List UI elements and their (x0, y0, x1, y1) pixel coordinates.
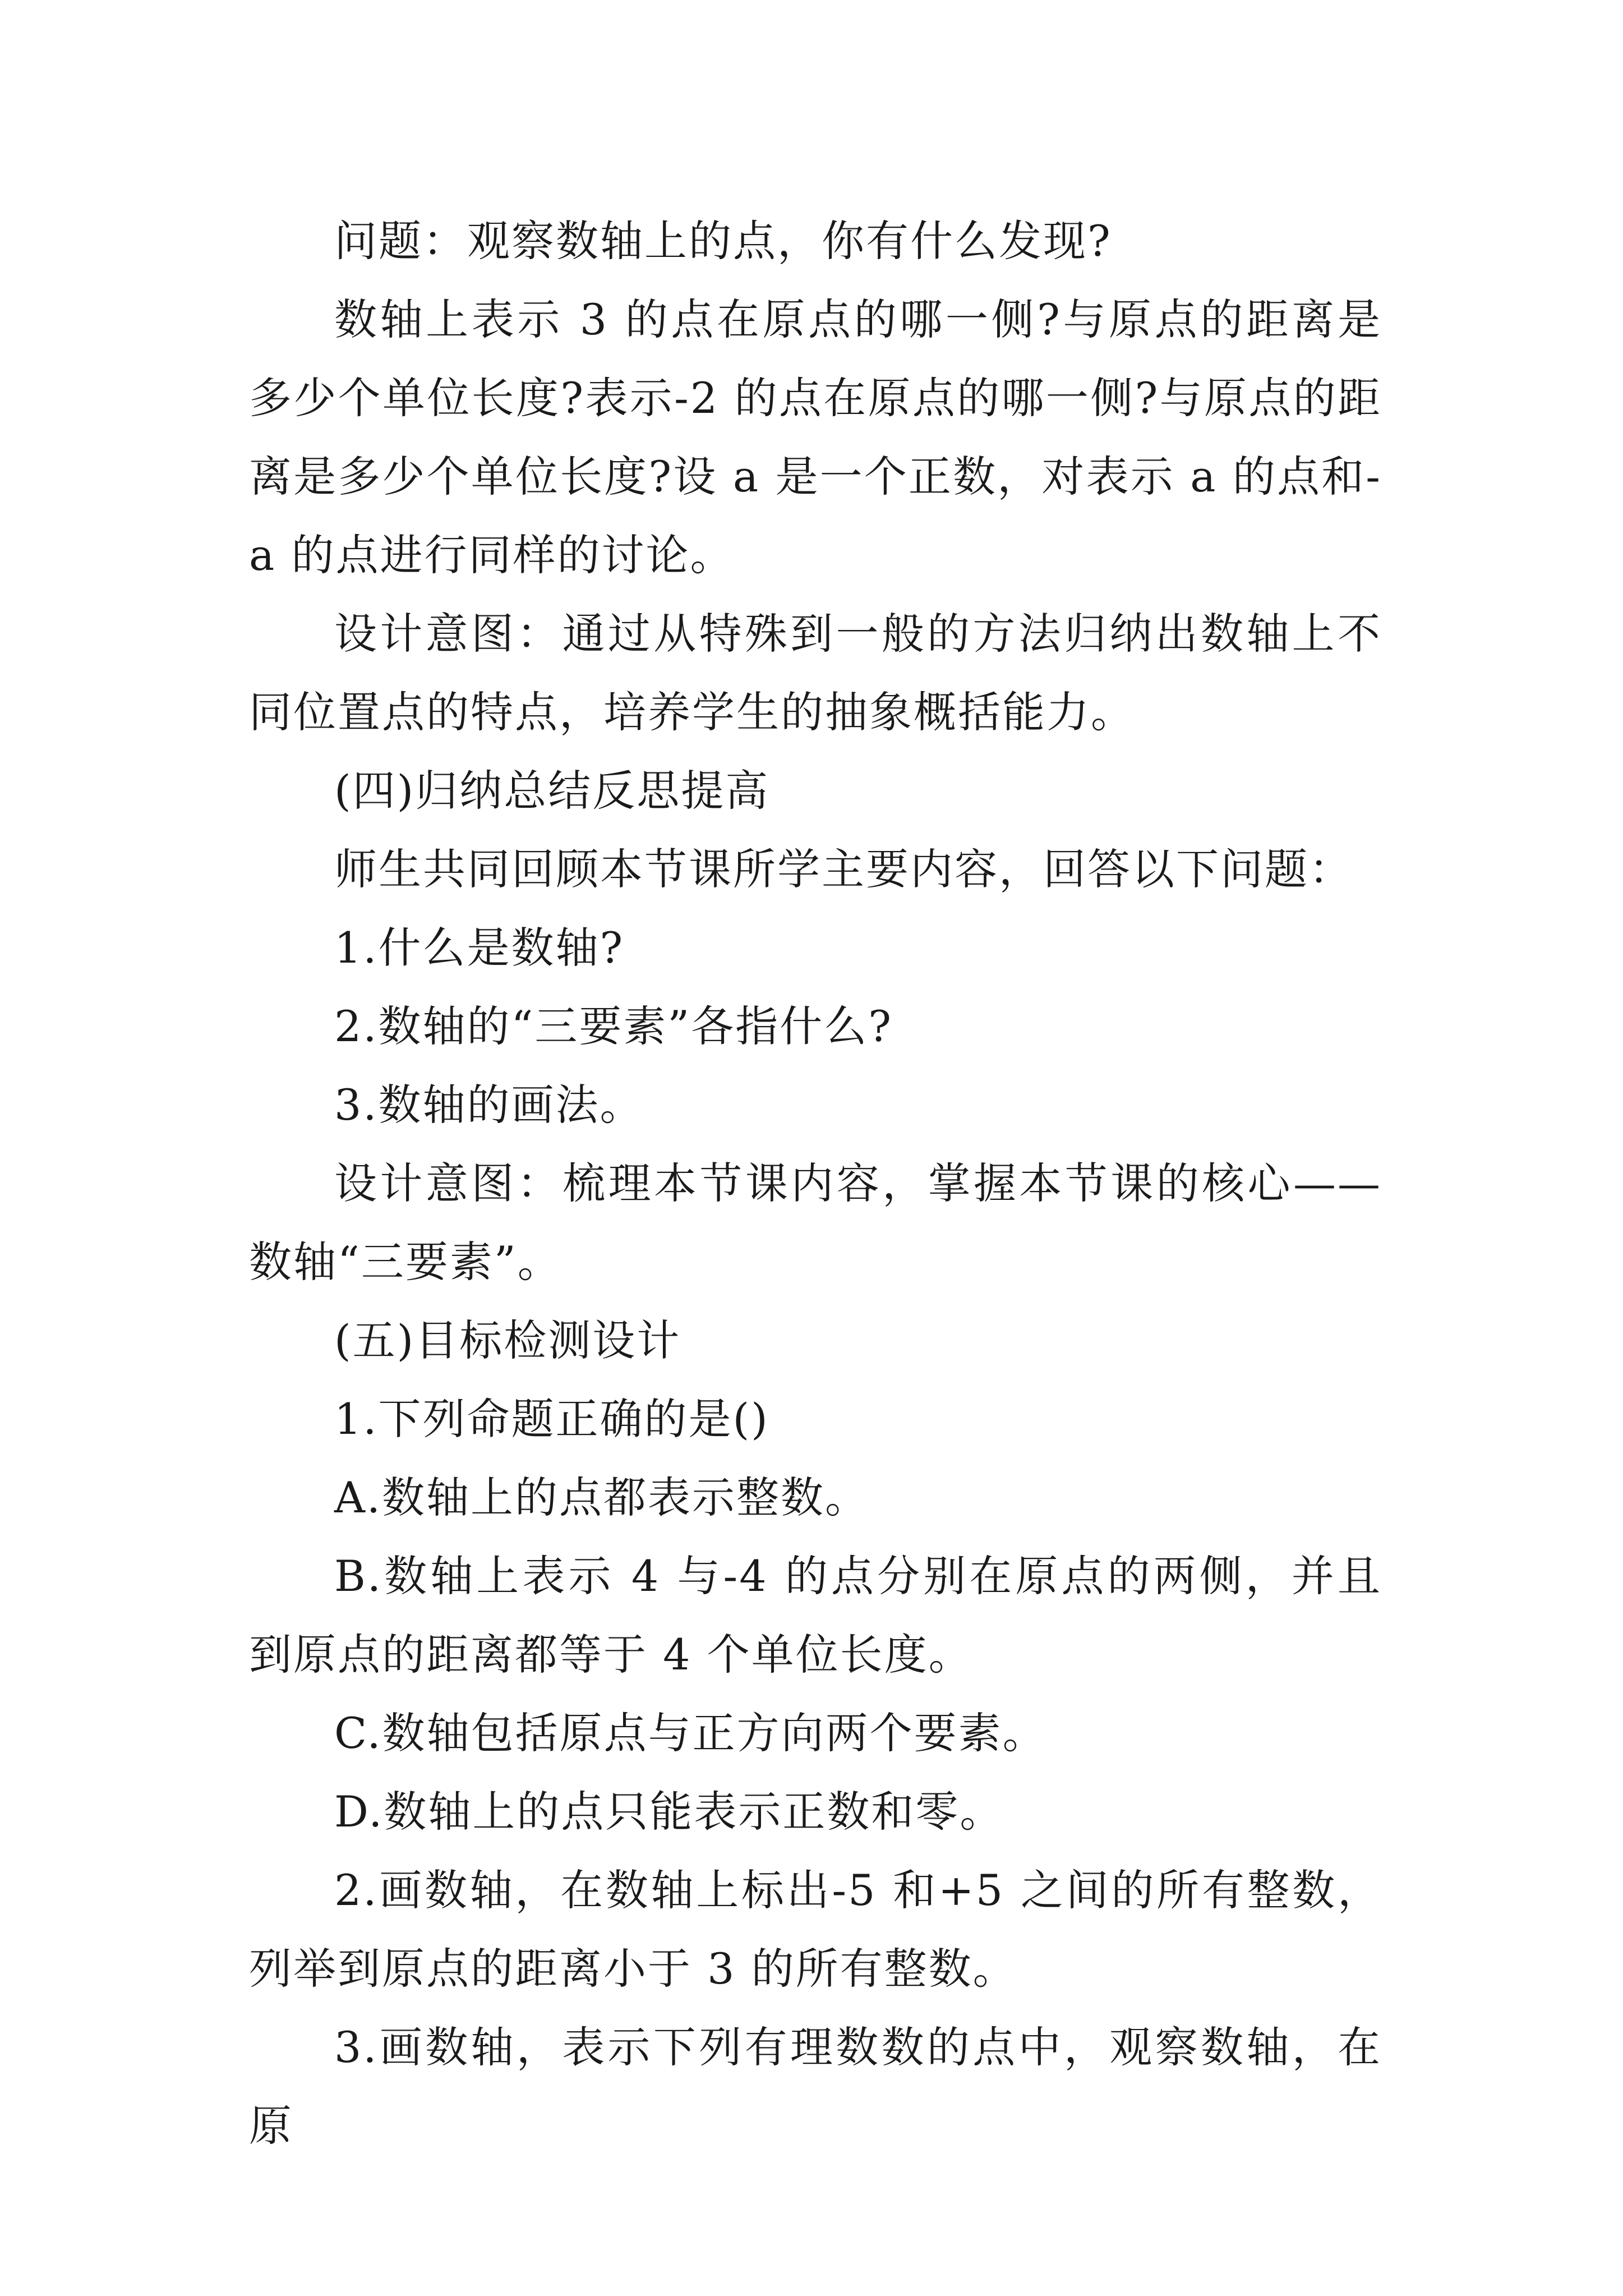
question-1-option-b: B.数轴上表示 4 与-4 的点分别在原点的两侧，并且到原点的距离都等于 4 个单位长度。 (249, 1551, 1382, 1680)
paragraph-question: 问题：观察数轴上的点，你有什么发现? (334, 216, 1112, 266)
question-1: 1.下列命题正确的是() (334, 1394, 769, 1444)
paragraph-discussion: 数轴上表示 3 的点在原点的哪一侧?与原点的距离是多少个单位长度?表示-2 的点在原点的哪一侧?与原点的距离是多少个单位长度?设 a 是一个正数，对表示 a 的点和-a 的点进行同样的讨论。 (249, 295, 1382, 580)
document-body (249, 202, 1382, 2165)
question-1-option-c: C.数轴包括原点与正方向两个要素。 (334, 1708, 1047, 1758)
list-item-review-1: 1.什么是数轴? (334, 923, 625, 973)
question-2: 2.画数轴，在数轴上标出-5 和+5 之间的所有整数，列举到原点的距离小于 3 的所有整数。 (249, 1865, 1382, 1994)
section-heading-assessment: (五)目标检测设计 (334, 1315, 681, 1365)
question-1-option-d: D.数轴上的点只能表示正数和零。 (334, 1787, 1004, 1837)
paragraph-design-intent-1: 设计意图：通过从特殊到一般的方法归纳出数轴上不同位置点的特点，培养学生的抽象概括能力。 (249, 609, 1382, 737)
list-item-review-3: 3.数轴的画法。 (334, 1080, 644, 1130)
question-3: 3.画数轴，表示下列有理数数的点中，观察数轴，在原 (249, 2022, 1382, 2151)
paragraph-design-intent-2: 设计意图：梳理本节课内容，掌握本节课的核心——数轴“三要素”。 (249, 1158, 1382, 1287)
section-heading-summary: (四)归纳总结反思提高 (334, 766, 770, 816)
paragraph-review: 师生共同回顾本节课所学主要内容，回答以下问题： (334, 844, 1353, 894)
list-item-review-2: 2.数轴的“三要素”各指什么? (334, 1001, 893, 1051)
question-1-option-a: A.数轴上的点都表示整数。 (334, 1473, 870, 1522)
